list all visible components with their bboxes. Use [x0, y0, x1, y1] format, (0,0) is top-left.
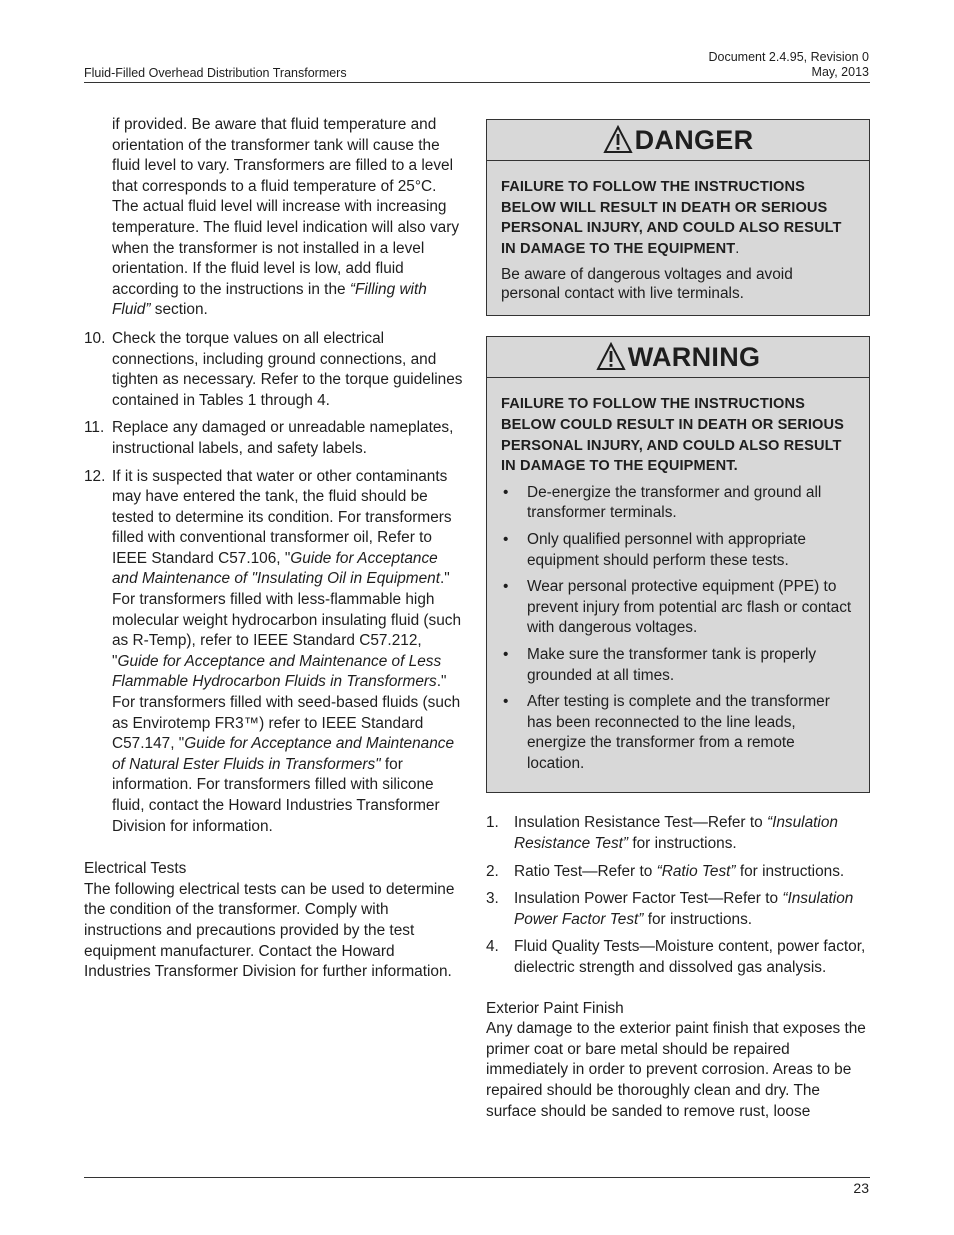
- left-column: [84, 115, 464, 983]
- warning-triangle-icon: [603, 125, 633, 155]
- test-reference: “Ratio Test”: [656, 862, 736, 880]
- item12-guide-title-2: Guide for Acceptance and Maintenance of Less Flammable Hydrocarbon Fluids in Transformers: [112, 652, 442, 691]
- list-item-number: 4.: [486, 938, 499, 956]
- item12-text-1: If it is suspected that water or other contaminants may have entered the tank, the fluid should be tested to determine its condition. For transformers filled with conventional transformer oil, Refer to IEEE Standard C57.106, ": [112, 467, 452, 567]
- warning-box: [486, 336, 870, 793]
- warning-bullet: [501, 692, 855, 774]
- danger-text: Be aware of dangerous voltages and avoid personal contact with live terminals.: [501, 266, 793, 303]
- warning-body: [487, 378, 869, 792]
- test-text-end: for instructions.: [643, 910, 753, 928]
- item12-guide-title-1: Guide for Acceptance and Maintenance of "Insulating Oil in Equipment: [112, 549, 441, 588]
- danger-caps-period: .: [735, 240, 740, 257]
- danger-title: DANGER: [634, 124, 754, 155]
- test-text-end: for instructions.: [735, 862, 845, 880]
- list-item: [486, 813, 870, 854]
- bullet-icon: •: [503, 693, 509, 711]
- warning-bullet-list: [501, 483, 855, 775]
- electrical-tests-list: [486, 813, 870, 978]
- test-text-end: for instructions.: [628, 835, 737, 853]
- list-item: [84, 467, 464, 838]
- list-item-text: [514, 889, 870, 930]
- list-item: [84, 329, 464, 411]
- document-date: May, 2013: [811, 65, 869, 79]
- filling-with-fluid-reference: “Filling with Fluid”: [112, 280, 427, 319]
- page-number: 23: [853, 1180, 869, 1196]
- document-number: Document 2.4.95, Revision 0: [708, 50, 869, 64]
- item12-guide-title-3: Guide for Acceptance and Maintenance of Natural Ester Fluids in Transformers": [112, 735, 455, 773]
- header-rule: [84, 82, 870, 83]
- test-text: Insulation Resistance Test—Refer to: [514, 814, 767, 832]
- list-item-number: 11.: [84, 419, 105, 437]
- bullet-icon: •: [503, 578, 509, 596]
- warning-bullet-text: Only qualified personnel with appropriate equipment should perform these tests.: [527, 530, 806, 569]
- warning-bullet-text: After testing is complete and the transformer has been reconnected to the line leads, energize the transformer from a remote location.: [527, 693, 830, 772]
- danger-body: [487, 161, 869, 315]
- footer-rule: [84, 1177, 870, 1178]
- warning-bullet: [501, 483, 855, 524]
- exterior-paint-heading: Exterior Paint Finish: [486, 999, 624, 1017]
- list-item-text: Check the torque values on all electrical connections, including ground connections, and tighten as necessary. Refer to the torque guidelines contained in Tables 1 through 4.: [112, 329, 463, 409]
- bullet-icon: •: [503, 645, 509, 663]
- warning-title: WARNING: [627, 342, 761, 373]
- electrical-tests-body: The following electrical tests can be used to determine the condition of the transformer. Comply with instructions and precautions provided by the test equipment manufacturer. Contact the Howard Industries Transformer Division for further information.: [84, 880, 455, 981]
- electrical-tests-heading: Electrical Tests: [84, 860, 187, 878]
- list-item-text: [514, 937, 870, 978]
- document-revision-info: [708, 50, 869, 80]
- list-item-number: 3.: [486, 890, 499, 908]
- warning-caps-statement: FAILURE TO FOLLOW THE INSTRUCTIONS BELOW COULD RESULT IN DEATH OR SERIOUS PERSONAL INJURY, AND COULD ALSO RESULT IN DAMAGE TO THE EQUIPMENT.: [501, 396, 844, 475]
- warning-bullet: [501, 530, 855, 571]
- bullet-icon: •: [503, 530, 509, 548]
- list-item-text: Replace any damaged or unreadable nameplates, instructional labels, and safety labels.: [112, 419, 454, 457]
- danger-caps-statement: [501, 177, 855, 259]
- danger-caps-text: FAILURE TO FOLLOW THE INSTRUCTIONS BELOW WILL RESULT IN DEATH OR SERIOUS PERSONAL INJURY, AND COULD ALSO RESULT IN DAMAGE TO THE EQUIPMENT: [501, 179, 842, 257]
- item12-text-4: for information. For transformers filled with silicone fluid, contact the Howard Industries Transformer Division for information.: [112, 755, 440, 835]
- bullet-icon: •: [503, 483, 509, 501]
- list-item-number: 10.: [84, 329, 106, 347]
- list-item-number: 12.: [84, 467, 106, 485]
- right-column: [486, 119, 870, 1122]
- warning-bullet-text: Wear personal protective equipment (PPE) to prevent injury from potential arc flash or contact with dangerous voltages.: [527, 578, 852, 637]
- warning-bullet: [501, 577, 855, 639]
- list-item-text: [514, 862, 870, 883]
- danger-box: [486, 119, 870, 316]
- danger-header: [487, 120, 869, 161]
- warning-bullet-text: De-energize the transformer and ground all transformer terminals.: [527, 483, 822, 522]
- list-item: [84, 418, 464, 459]
- list-item-text: [514, 813, 870, 854]
- exterior-paint-body: Any damage to the exterior paint finish that exposes the primer coat or bare metal should be repaired immediately in order to prevent corrosion. Areas to be repaired should be thoroughly clean and dry. The surface should be sanded to remove rust, loose: [486, 1020, 866, 1120]
- test-text: Fluid Quality Tests—Moisture content, power factor, dielectric strength and dissolved gas analysis.: [514, 938, 866, 977]
- list-item-text: [112, 467, 464, 838]
- test-reference: “Insulation Power Factor Test”: [514, 890, 854, 928]
- item12-text-3: ." For transformers filled with seed-based fluids (such as Envirotemp FR3™) refer to IEEE Standard C57.147, ": [112, 673, 461, 753]
- continuation-end: section.: [150, 301, 208, 319]
- test-reference: “Insulation Resistance Test”: [514, 814, 838, 853]
- continuation-paragraph: [84, 115, 464, 321]
- list-item-number: 1.: [486, 814, 499, 832]
- list-item: [486, 862, 870, 883]
- continuation-text: if provided. Be aware that fluid temperature and orientation of the transformer tank will cause the fluid level to vary. Transformers are filled to a level that corresponds to a fluid temperature of 25°C. The actual fluid level will increase with increasing temperature. The fluid level indication will also vary when the transformer is not installed in a level orientation. If the fluid level is low, add fluid according to the instructions in the: [112, 116, 460, 298]
- warning-header: [487, 337, 869, 378]
- list-item: [486, 937, 870, 978]
- item12-text-2: ." For transformers filled with less-flammable high molecular weight hydrocarbon insulating fluid (such as R-Temp), refer to IEEE Standard C57.212, ": [112, 570, 462, 670]
- list-item: [486, 889, 870, 930]
- warning-bullet-text: Make sure the transformer tank is properly grounded at all times.: [527, 645, 817, 684]
- warning-bullet: [501, 645, 855, 686]
- running-header-title: Fluid-Filled Overhead Distribution Transformers: [84, 66, 347, 80]
- test-text: Ratio Test—Refer to: [514, 862, 657, 880]
- warning-triangle-icon: [596, 342, 626, 372]
- test-text: Insulation Power Factor Test—Refer to: [514, 890, 783, 908]
- list-item-number: 2.: [486, 862, 499, 880]
